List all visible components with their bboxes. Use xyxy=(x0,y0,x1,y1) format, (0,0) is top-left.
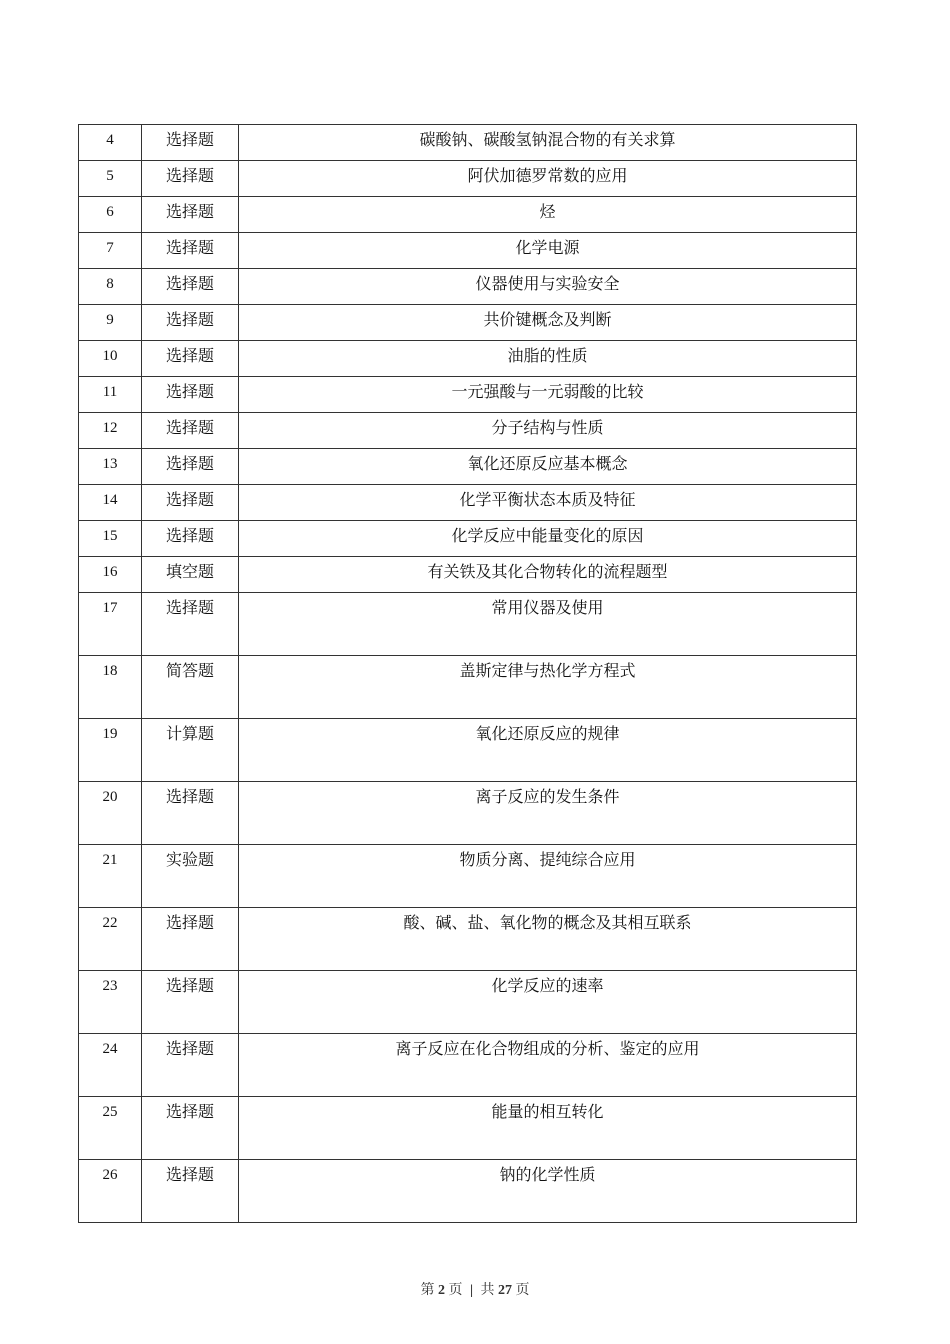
question-type-cell: 选择题 xyxy=(142,908,239,971)
question-topic-cell: 离子反应的发生条件 xyxy=(239,782,857,845)
question-type-cell: 实验题 xyxy=(142,845,239,908)
question-number-cell: 15 xyxy=(79,521,142,557)
table-row xyxy=(79,233,857,269)
question-number-cell: 20 xyxy=(79,782,142,845)
question-topic-cell: 分子结构与性质 xyxy=(239,413,857,449)
question-number-cell: 22 xyxy=(79,908,142,971)
question-number-cell: 16 xyxy=(79,557,142,593)
table-row xyxy=(79,197,857,233)
question-topic-cell: 碳酸钠、碳酸氢钠混合物的有关求算 xyxy=(239,125,857,161)
question-topic-cell: 离子反应在化合物组成的分析、鉴定的应用 xyxy=(239,1034,857,1097)
table-row xyxy=(79,557,857,593)
question-number-cell: 23 xyxy=(79,971,142,1034)
question-type-cell: 选择题 xyxy=(142,197,239,233)
table-row xyxy=(79,125,857,161)
table-row xyxy=(79,1160,857,1223)
question-type-cell: 选择题 xyxy=(142,521,239,557)
question-number-cell: 21 xyxy=(79,845,142,908)
question-topic-cell: 化学平衡状态本质及特征 xyxy=(239,485,857,521)
question-number-cell: 25 xyxy=(79,1097,142,1160)
question-type-cell: 选择题 xyxy=(142,413,239,449)
question-number-cell: 10 xyxy=(79,341,142,377)
table-row xyxy=(79,521,857,557)
question-type-cell: 计算题 xyxy=(142,719,239,782)
question-topic-cell: 氧化还原反应的规律 xyxy=(239,719,857,782)
question-topic-cell: 盖斯定律与热化学方程式 xyxy=(239,656,857,719)
question-topic-cell: 能量的相互转化 xyxy=(239,1097,857,1160)
question-number-cell: 26 xyxy=(79,1160,142,1223)
question-number-cell: 6 xyxy=(79,197,142,233)
question-type-cell: 选择题 xyxy=(142,1034,239,1097)
question-type-cell: 选择题 xyxy=(142,1160,239,1223)
question-number-cell: 18 xyxy=(79,656,142,719)
question-number-cell: 12 xyxy=(79,413,142,449)
question-number-cell: 14 xyxy=(79,485,142,521)
table-row xyxy=(79,1034,857,1097)
table-row xyxy=(79,377,857,413)
table-row xyxy=(79,413,857,449)
question-topic-cell: 烃 xyxy=(239,197,857,233)
question-number-cell: 11 xyxy=(79,377,142,413)
question-type-cell: 填空题 xyxy=(142,557,239,593)
question-topic-cell: 酸、碱、盐、氧化物的概念及其相互联系 xyxy=(239,908,857,971)
footer-separator: | xyxy=(469,1283,474,1298)
table-row xyxy=(79,782,857,845)
question-topic-cell: 化学电源 xyxy=(239,233,857,269)
question-type-cell: 选择题 xyxy=(142,593,239,656)
page-footer xyxy=(0,1279,950,1299)
question-number-cell: 13 xyxy=(79,449,142,485)
question-type-cell: 选择题 xyxy=(142,233,239,269)
question-type-cell: 简答题 xyxy=(142,656,239,719)
question-topic-cell: 钠的化学性质 xyxy=(239,1160,857,1223)
question-number-cell: 4 xyxy=(79,125,142,161)
question-type-cell: 选择题 xyxy=(142,125,239,161)
question-number-cell: 24 xyxy=(79,1034,142,1097)
question-topic-cell: 有关铁及其化合物转化的流程题型 xyxy=(239,557,857,593)
question-topic-cell: 常用仪器及使用 xyxy=(239,593,857,656)
question-type-cell: 选择题 xyxy=(142,449,239,485)
question-type-cell: 选择题 xyxy=(142,161,239,197)
question-number-cell: 8 xyxy=(79,269,142,305)
question-topic-cell: 化学反应中能量变化的原因 xyxy=(239,521,857,557)
table-row xyxy=(79,449,857,485)
question-type-cell: 选择题 xyxy=(142,377,239,413)
question-type-cell: 选择题 xyxy=(142,1097,239,1160)
question-type-cell: 选择题 xyxy=(142,305,239,341)
question-topic-cell: 化学反应的速率 xyxy=(239,971,857,1034)
table-row xyxy=(79,161,857,197)
question-topic-cell: 共价键概念及判断 xyxy=(239,305,857,341)
question-number-cell: 9 xyxy=(79,305,142,341)
table-row xyxy=(79,593,857,656)
table-row xyxy=(79,908,857,971)
question-topic-cell: 油脂的性质 xyxy=(239,341,857,377)
question-topic-table xyxy=(78,124,857,1223)
question-type-cell: 选择题 xyxy=(142,782,239,845)
table-body xyxy=(79,125,857,1223)
footer-page-unit: 页 xyxy=(448,1283,463,1298)
question-number-cell: 17 xyxy=(79,593,142,656)
question-number-cell: 5 xyxy=(79,161,142,197)
footer-total-pages: 27 xyxy=(498,1283,513,1298)
footer-page-number: 2 xyxy=(437,1283,445,1298)
table-row xyxy=(79,971,857,1034)
question-type-cell: 选择题 xyxy=(142,971,239,1034)
question-topic-cell: 氧化还原反应基本概念 xyxy=(239,449,857,485)
footer-total-unit: 页 xyxy=(515,1283,530,1298)
table-row xyxy=(79,656,857,719)
question-type-cell: 选择题 xyxy=(142,341,239,377)
question-topic-cell: 仪器使用与实验安全 xyxy=(239,269,857,305)
table-row xyxy=(79,719,857,782)
footer-prefix: 第 xyxy=(420,1283,435,1298)
question-topic-cell: 一元强酸与一元弱酸的比较 xyxy=(239,377,857,413)
footer-total-prefix: 共 xyxy=(480,1283,495,1298)
table-row xyxy=(79,341,857,377)
table-row xyxy=(79,485,857,521)
question-topic-cell: 物质分离、提纯综合应用 xyxy=(239,845,857,908)
question-number-cell: 19 xyxy=(79,719,142,782)
question-type-cell: 选择题 xyxy=(142,485,239,521)
question-type-cell: 选择题 xyxy=(142,269,239,305)
table-row xyxy=(79,305,857,341)
question-number-cell: 7 xyxy=(79,233,142,269)
question-topic-cell: 阿伏加德罗常数的应用 xyxy=(239,161,857,197)
table-row xyxy=(79,845,857,908)
table-row xyxy=(79,1097,857,1160)
table-row xyxy=(79,269,857,305)
